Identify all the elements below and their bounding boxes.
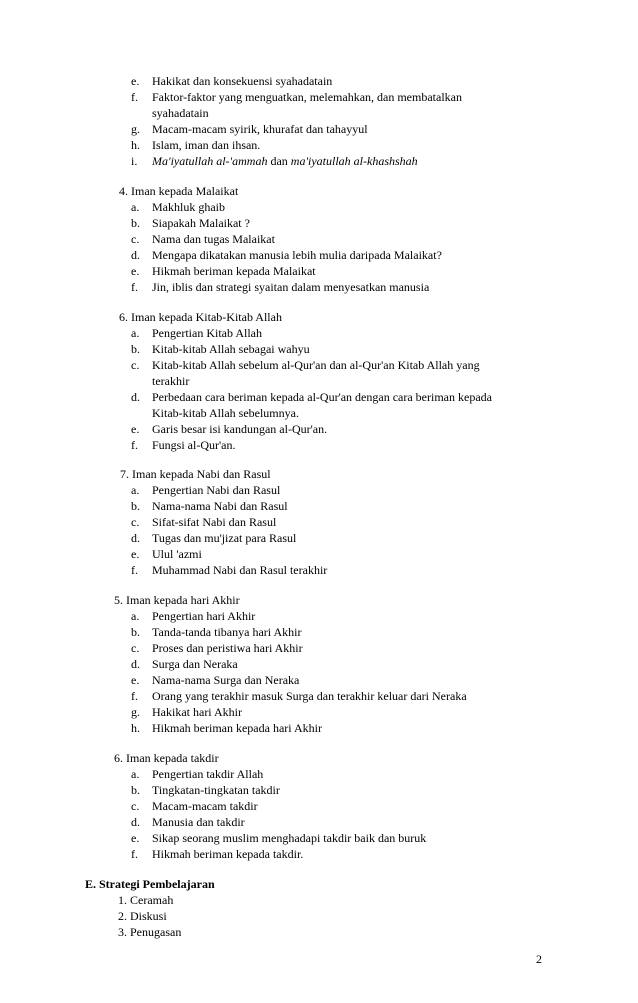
item-label: a. (131, 609, 140, 623)
item-label: c. (131, 358, 140, 372)
item-label: h. (131, 138, 140, 152)
section-heading: 5. Iman kepada hari Akhir (114, 593, 240, 607)
item-text: Perbedaan cara beriman kepada al-Qur'an dengan cara beriman kepada (152, 390, 492, 404)
item-text: Siapakah Malaikat ? (152, 216, 250, 230)
item-label: b. (131, 342, 140, 356)
list-item: 3. Penugasan (118, 925, 182, 939)
item-text: Nama dan tugas Malaikat (152, 232, 275, 246)
item-label: d. (131, 657, 140, 671)
item-label: f. (131, 563, 138, 577)
item-label: b. (131, 216, 140, 230)
item-label: a. (131, 326, 140, 340)
item-label: f. (131, 847, 138, 861)
item-text: Tugas dan mu'jizat para Rasul (152, 531, 297, 545)
item-text: Macam-macam syirik, khurafat dan tahayyul (152, 122, 368, 136)
item-label: f. (131, 280, 138, 294)
item-text: Pengertian takdir Allah (152, 767, 264, 781)
item-text: Hakikat dan konsekuensi syahadatain (152, 74, 333, 88)
item-label: g. (131, 705, 140, 719)
item-label: c. (131, 799, 140, 813)
item-label: c. (131, 641, 140, 655)
item-text: Ulul 'azmi (152, 547, 202, 561)
item-text: Kitab-kitab Allah sebagai wahyu (152, 342, 310, 356)
item-text: Proses dan peristiwa hari Akhir (152, 641, 303, 655)
item-label: d. (131, 390, 140, 404)
item-text: Sifat-sifat Nabi dan Rasul (152, 515, 277, 529)
item-text (152, 154, 418, 168)
section-heading: 7. Iman kepada Nabi dan Rasul (120, 467, 271, 481)
item-label: c. (131, 232, 140, 246)
item-label: e. (131, 74, 140, 88)
item-text: Muhammad Nabi dan Rasul terakhir (152, 563, 328, 577)
item-text: Orang yang terakhir masuk Surga dan terakhir keluar dari Neraka (152, 689, 467, 703)
item-label: g. (131, 122, 140, 136)
item-label: f. (131, 90, 138, 104)
item-text: Nama-nama Nabi dan Rasul (152, 499, 288, 513)
section-heading: E. Strategi Pembelajaran (85, 877, 215, 891)
item-text: Macam-macam takdir (152, 799, 258, 813)
item-label: b. (131, 499, 140, 513)
item-label: a. (131, 200, 140, 214)
item-label: i. (131, 154, 138, 168)
item-label: c. (131, 515, 140, 529)
item-text: Garis besar isi kandungan al-Qur'an. (152, 422, 328, 436)
item-label: f. (131, 689, 138, 703)
item-text: Hikmah beriman kepada Malaikat (152, 264, 316, 278)
item-text-italic: ma'iyatullah al-khashshah (290, 154, 418, 168)
item-text: Pengertian hari Akhir (152, 609, 256, 623)
item-text: Surga dan Neraka (152, 657, 238, 671)
item-text-connector: dan (267, 154, 291, 168)
item-text: Nama-nama Surga dan Neraka (152, 673, 300, 687)
item-label: b. (131, 625, 140, 639)
list-item: 1. Ceramah (118, 893, 174, 907)
item-label: d. (131, 815, 140, 829)
item-text: Hikmah beriman kepada takdir. (152, 847, 304, 861)
item-text-italic: Ma'iyatullah al-'ammah (152, 154, 268, 168)
item-label: d. (131, 531, 140, 545)
item-label: e. (131, 422, 140, 436)
item-text: Tanda-tanda tibanya hari Akhir (152, 625, 302, 639)
item-text-cont: Kitab-kitab Allah sebelumnya. (152, 406, 299, 420)
item-text: Tingkatan-tingkatan takdir (152, 783, 280, 797)
section-heading: 4. Iman kepada Malaikat (119, 184, 239, 198)
item-label: e. (131, 673, 140, 687)
item-label: a. (131, 483, 140, 497)
item-label: h. (131, 721, 140, 735)
item-text: Sikap seorang muslim menghadapi takdir baik dan buruk (152, 831, 427, 845)
item-label: e. (131, 264, 140, 278)
item-text: Kitab-kitab Allah sebelum al-Qur'an dan al-Qur'an Kitab Allah yang (152, 358, 480, 372)
item-label: b. (131, 783, 140, 797)
item-text: Pengertian Kitab Allah (152, 326, 262, 340)
item-label: a. (131, 767, 140, 781)
page-number: 2 (536, 952, 542, 966)
item-label: e. (131, 831, 140, 845)
section-heading: 6. Iman kepada takdir (114, 751, 219, 765)
item-text: Hikmah beriman kepada hari Akhir (152, 721, 322, 735)
item-label: d. (131, 248, 140, 262)
item-text: Hakikat hari Akhir (152, 705, 242, 719)
item-text: Islam, iman dan ihsan. (152, 138, 261, 152)
section-heading: 6. Iman kepada Kitab-Kitab Allah (119, 310, 282, 324)
item-text: Pengertian Nabi dan Rasul (152, 483, 281, 497)
item-text: Mengapa dikatakan manusia lebih mulia daripada Malaikat? (152, 248, 442, 262)
item-text-cont: terakhir (152, 374, 190, 388)
list-item: 2. Diskusi (118, 909, 167, 923)
item-text-cont: syahadatain (152, 106, 209, 120)
item-text: Manusia dan takdir (152, 815, 245, 829)
item-text: Fungsi al-Qur'an. (152, 438, 236, 452)
item-text: Makhluk ghaib (152, 200, 225, 214)
item-text: Jin, iblis dan strategi syaitan dalam menyesatkan manusia (152, 280, 430, 294)
item-label: f. (131, 438, 138, 452)
item-label: e. (131, 547, 140, 561)
item-text: Faktor-faktor yang menguatkan, melemahkan, dan membatalkan (152, 90, 462, 104)
